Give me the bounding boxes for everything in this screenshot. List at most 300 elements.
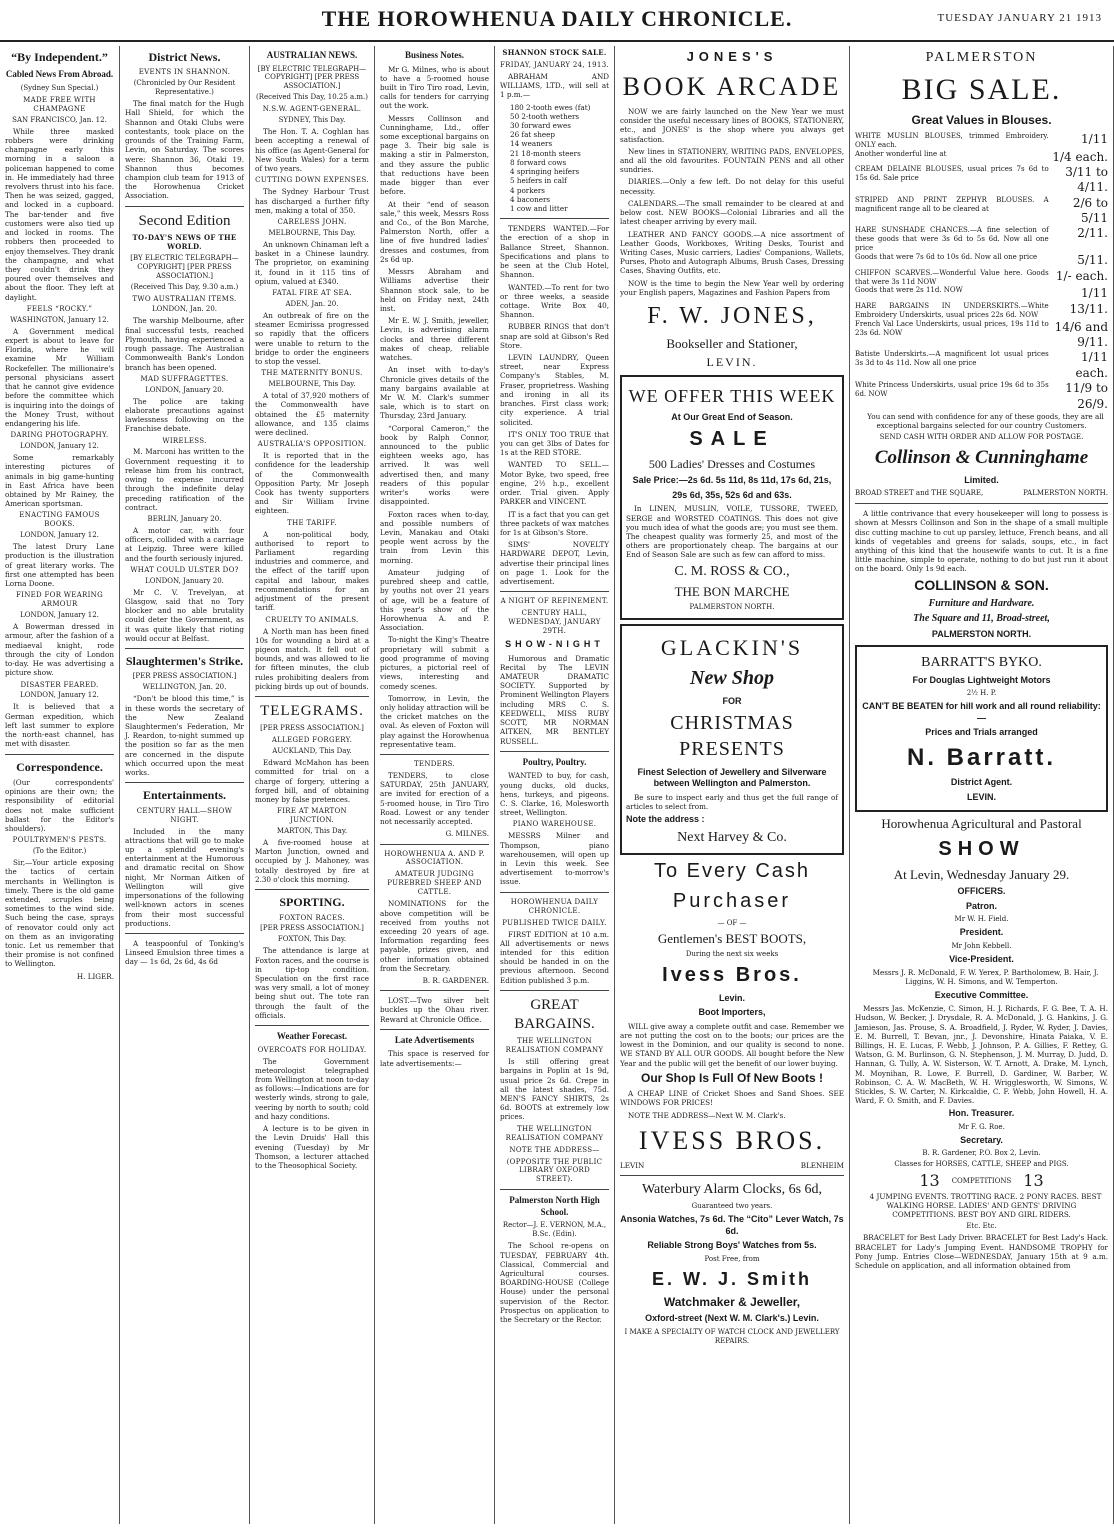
- article-body: The Sydney Harbour Trust has discharged a further fifty men, making a total of 350.: [255, 187, 369, 215]
- divider: [125, 206, 244, 207]
- officer-title: Vice-President.: [949, 953, 1014, 964]
- price-item: French Val Lace Underskirts, usual prices, 19s 11d to 23s 6d. NOW: [855, 319, 1049, 337]
- article-body: Some remarkably interesting pictures of animals in big game-hunting in East Africa have been obtained by Mr Rainey, the American sportsman.: [5, 453, 114, 509]
- advert-town: PALMERSTON NORTH.: [931, 629, 1032, 640]
- section-heading: TELEGRAMS.: [260, 703, 364, 720]
- advert-show: [855, 816, 1108, 1270]
- divider: [125, 648, 244, 649]
- article-heading: CRUELTY TO ANIMALS.: [265, 615, 359, 624]
- advert-firm: IVESS BROS.: [638, 1125, 826, 1155]
- advert-body: FIRST EDITION at 10 a.m. All advertisements or news intended for this edition should be handed in on the previous afternoon. Second Edition published 3 p.m.: [500, 929, 609, 985]
- advert-address: Oxford-street (Next W. M. Clark's.) Levin.: [645, 1313, 819, 1324]
- price-value: 1/- each.: [1055, 268, 1108, 283]
- dateline: LONDON, January 12.: [20, 691, 99, 700]
- dateline: MELBOURNE, This Day.: [268, 228, 356, 237]
- article-heading: MADE FREE WITH CHAMPAGNE: [23, 95, 96, 113]
- article-heading: MAD SUFFRAGETTES.: [140, 374, 229, 383]
- business-note: To-night the King's Theatre proprietary will submit a good programme of moving pictures, a pictorial reel of views, interesting and comedy scenes.: [380, 635, 489, 691]
- competition-count: 13: [1023, 1171, 1044, 1191]
- price-item: HARE SUNSHADE CHANCES.—A fine selection of these goods that were 3s 6d to 5s 6d. Now all one price: [855, 226, 1049, 253]
- advert-line: Guaranteed two years.: [691, 1202, 773, 1211]
- advert-bon-marche: [620, 375, 844, 620]
- price-row: [855, 320, 1108, 351]
- advert-town: LEVIN.: [966, 791, 996, 802]
- divider: [500, 218, 609, 219]
- section-heading: Weather Forecast.: [276, 1031, 348, 1042]
- price-item: Goods that were 2s 11d. NOW: [855, 286, 963, 295]
- advert-heading: JONES'S: [686, 49, 778, 64]
- advert-trade: Boot Importers,: [698, 1007, 766, 1018]
- advert-subheading: OFFICERS.: [957, 886, 1006, 897]
- section-subheading: TO-DAY'S NEWS OF THE WORLD.: [132, 232, 237, 251]
- credit-line: [BY ELECTRIC TELEGRAPH—COPYRIGHT] [PER PRESS ASSOCIATION.]: [130, 253, 239, 280]
- advert-byko: [855, 645, 1108, 813]
- dateline: LONDON, Jan. 20.: [151, 305, 218, 314]
- advert-addresses: [855, 489, 1108, 498]
- advert-body: WANTED.—To rent for two or three weeks, a seaside cottage. Write Box 40, Shannon.: [500, 282, 609, 320]
- article-body: An unknown Chinaman left a basket in a Chinese laundry. The proprietor, on examining it, found in it 115 tins of opium, valued at £340.: [255, 239, 369, 286]
- advert-heading: Palmerston North High School.: [509, 1195, 600, 1217]
- stock-item: 30 forward ewes: [510, 121, 571, 130]
- dateline: ADEN, Jan. 20.: [285, 299, 339, 308]
- article-heading: ALLEGED FORGERY.: [271, 736, 353, 745]
- advert-body: You can send with confidence for any of these goods, they are all exceptional bargains selected for our country Customers.: [867, 411, 1104, 431]
- advert-firm: THE BON MARCHE: [674, 583, 790, 599]
- article-heading: FOXTON RACES.: [279, 913, 345, 922]
- column-district-news: [120, 46, 250, 1524]
- signature: H. LIGER.: [76, 971, 114, 981]
- price-row: [855, 381, 1108, 412]
- advert-line: Finest Selection of Jewellery and Silverware between Wellington and Palmerston.: [637, 766, 827, 789]
- advert-body: LEATHER AND FANCY GOODS.—A nice assortment of Leather Goods, Workboxes, Writing Desks, Tourist and Writing Cases, Music carriers, Ladies' Companions, Wallets, Purses, Photo and Autograph Albums, Brush Cases, Dressing Cases, Shaving Outfits, etc.: [620, 229, 844, 276]
- advert-town: LEVIN: [620, 1161, 645, 1171]
- advert-firm: C. M. ROSS & CO.,: [674, 563, 790, 579]
- price-table: [855, 132, 1108, 412]
- advert-body: NOMINATIONS for the above competition will be received from youths not exceeding 20 years of age. Information regarding fees payable, prizes given, and other information obtained from the Secretary.: [380, 899, 489, 973]
- advert-heading: GREAT BARGAINS.: [514, 996, 595, 1033]
- article-body: Mr C. V. Trevelyan, at Glasgow, said that no Tory blocker and no able brutality could deter the Government, as it was quite likely that rioting would occur at Belfast.: [125, 587, 244, 643]
- advert-heading: Waterbury Alarm Clocks, 6s 6d,: [641, 1182, 823, 1198]
- section-heading: Second Edition: [138, 212, 231, 229]
- article-body: The Hon. T. A. Coghlan has been accepting a renewal of his office (as Agent-General for New South Wales) for a term of two years.: [255, 127, 369, 174]
- article-heading: EVENTS IN SHANNON.: [138, 68, 231, 77]
- section-heading: Slaughtermen's Strike.: [125, 654, 244, 669]
- stock-item: 5 heifers in calf: [510, 176, 567, 186]
- officer-names: Messrs J. R. McDonald, F. W. Yerex, P. Bartholomew, B. Hair, J. Liggins, W. H. Simons, and W. Temperton.: [872, 968, 1099, 987]
- advert-firm: Collinson & Cunninghame: [874, 447, 1089, 469]
- advert-subheading: Great Values in Blouses.: [911, 113, 1052, 128]
- officer-title: Secretary.: [960, 1134, 1003, 1145]
- officer-title: Patron.: [965, 900, 997, 911]
- price-value: 2/6 to 5/11: [1072, 195, 1108, 225]
- business-note: Messrs Abraham and Williams advertise their Shannon stock sale, to be held on Friday next, 24th inst.: [380, 267, 489, 313]
- price-item: WHITE MUSLIN BLOUSES, trimmed Embroidery. ONLY each.: [855, 131, 1049, 149]
- advert-address-label: Note the address :: [626, 814, 705, 824]
- officer-name: Mr John Kebbell.: [951, 941, 1012, 950]
- divider: [500, 892, 609, 893]
- advert-line: Post Free, from: [704, 1254, 760, 1263]
- business-note: Messrs Collinson and Cunninghame, Ltd., offer some exceptional bargains on page 3. Their big sale is making a stir in Palmerston, and they assure the public that reductions have been made bigger than ever before.: [380, 113, 489, 197]
- dateline: SYDNEY, This Day.: [278, 116, 346, 125]
- advert-firm: E. W. J. Smith: [651, 1268, 813, 1289]
- article-body: “Don't be blood this time,” is in these words the secretary of the New Zealand Slaughtermen's Federation, Mr J. Reardon, to-night summed up the position so far as the men are concerned in the dispute which occurred upon the meat works.: [125, 694, 244, 778]
- stock-item: 180 2-tooth ewes (fat): [510, 102, 591, 112]
- divider: [380, 844, 489, 845]
- advert-body: Is still offering great bargains in Poplin at 1s 9d, usual price 2s 6d. Crepe in all the latest shades, 75d. MEN'S FANCY SHIRTS, 2s 6d. BOOTS at extremely low prices.: [500, 1057, 609, 1122]
- column-cables: [0, 46, 120, 1524]
- received-line: (Received This Day, 9.30 a.m.): [130, 282, 239, 291]
- dateline: AUCKLAND, This Day.: [272, 747, 352, 756]
- advert-smith: [620, 1181, 844, 1345]
- article-body: It is reported that in the confidence for the leadership of the Commonwealth Opposition Party, Mr Joseph Cook has twenty supporters and Sir William Irvine eighteen.: [255, 451, 369, 516]
- credit-line: [BY ELECTRIC TELEGRAPH—COPYRIGHT] [PER PRESS ASSOCIATION.]: [257, 64, 367, 91]
- advert-heading: Horowhenua Agricultural and Pastoral: [881, 816, 1082, 832]
- stock-item: 8 forward cows: [510, 157, 567, 167]
- advert-heading: TENDERS.: [413, 760, 456, 769]
- column-australian-news: [250, 46, 375, 1524]
- advert-town: PALMERSTON NORTH.: [689, 603, 775, 612]
- section-heading: SPORTING.: [279, 895, 345, 910]
- section-heading: Business Notes.: [404, 50, 464, 60]
- advert-subheading: — OF —: [717, 918, 747, 927]
- advert-body: A CHEAP LINE of Cricket Shoes and Sand Shoes. SEE WINDOWS FOR PRICES!: [620, 1089, 844, 1108]
- article-body: Included in the many attractions that will go to make up a splendid evening's entertainment at the Humorous and dramatic recital on Show night, Mr Norman Aitken of Wellington will give impersonations of the following well-known actors in scenes from their most successful productions.: [125, 826, 244, 928]
- advert-heading: Our Shop Is Full Of New Boots !: [641, 1070, 823, 1085]
- advert-body: BRACELET for Best Lady Driver. BRACELET for Best Lady's Hack. BRACELET for Lady's Jumping Event. HANDSOME TROPHY for Pony Jump. Entries Close—WEDNESDAY, January 15th at 9 a.m. Schedule on application, and all information obtained from: [855, 1233, 1108, 1271]
- advert-note: NOTE THE ADDRESS—: [509, 1145, 600, 1154]
- article-body: While three masked robbers were drinking champagne early this morning in a saloon a policeman happened to come in. He immediately had three revolvers thrust into his face. Then he was seized, gagged, and locked in a cupboard. The bar-tender and five customers were also tied up and locked in rooms. The robbers then proceeded to enjoy themselves. They drank the champagne, and what they couldn't drink they poured over themselves and about the floor. They left at daylight.: [5, 126, 114, 302]
- advert-trade: Watchmaker & Jeweller,: [663, 1294, 801, 1309]
- advert-address: (OPPOSITE THE PUBLIC LIBRARY OXFORD STREET).: [506, 1157, 603, 1184]
- advert-date: FRIDAY, JANUARY 24, 1913.: [500, 60, 609, 69]
- advert-towns: [620, 1161, 844, 1170]
- advert-line: Reliable Strong Boys' Watches from 5s.: [647, 1240, 817, 1251]
- advert-line: Gentlemen's BEST BOOTS,: [657, 930, 807, 946]
- divider: [255, 1025, 369, 1026]
- stock-item: 21 18-month steers: [510, 148, 581, 158]
- article-heading: POULTRYMEN'S PESTS.: [12, 836, 107, 845]
- section-heading: “By Independent.”: [11, 50, 108, 64]
- advert-body: RUBBER RINGS that don't snap are sold at Gibson's Red Store.: [500, 322, 609, 350]
- advert-prices: Sale Price:—2s 6d. 5s 11d, 8s 11d, 17s 6d, 21s,: [632, 475, 832, 486]
- advert-body: A little contrivance that every housekeeper will long to possess is shown at Messrs Collinson and Son in the shape of a small multiple disc cutting machine to cut up parsley, lettuce, French beans, and all kinds of vegetables and greens for salads, soups, etc., in fact anything of this kind that the housewife wants to cut. It is a fine little machine, simple to operate, nothing to do but just run it about on the board. Only 1s 9d each.: [855, 509, 1108, 574]
- advert-subheading: At Our Great End of Season.: [671, 411, 793, 422]
- editorial-note: (Our correspondents' opinions are their own; the responsibility of editorial does not make sufficient ballast for the Editor's shoulders).: [5, 777, 114, 833]
- article-body: The Government meteorologist telegraphed from Wellington at noon to-day as follows:—Indications are for westerly winds, strong to gale, veering by north to south; cold and hazy conditions.: [255, 1056, 369, 1121]
- advert-subheading: Limited.: [964, 474, 999, 485]
- credit-line: [PER PRESS ASSOCIATION.]: [260, 724, 364, 733]
- advert-body: Humorous and Dramatic Recital by The LEVIN AMATEUR DRAMATIC SOCIETY. Supported by Prominent Wellington Players including MRS C. S. KEEDWELL, MISS RUBY SCOTT, MR NORMAN AITKEN, MR BENTLEY RUSSELL.: [500, 653, 609, 746]
- price-row: [855, 196, 1108, 227]
- advert-town: LEVIN.: [706, 355, 758, 370]
- advert-heading: WE OFFER THIS WEEK: [628, 385, 836, 406]
- price-value: 3/11 to 4/11.: [1065, 164, 1108, 195]
- divider: [5, 754, 114, 755]
- advert-heading: GLACKIN'S: [660, 635, 804, 661]
- officer-name: B. R. Gardener, P.O. Box 2, Levin.: [922, 1149, 1041, 1158]
- newspaper-title: THE HOROWHENUA DAILY CHRONICLE.: [321, 6, 793, 31]
- advert-heading: Purchaser: [672, 890, 792, 913]
- advert-line: I MAKE A SPECIALTY OF WATCH CLOCK AND JEWELLERY REPAIRS.: [624, 1327, 840, 1345]
- divider: [620, 1175, 844, 1176]
- column-right-ads: [850, 46, 1114, 1524]
- column-display-ads: [615, 46, 850, 1524]
- dateline: WASHINGTON, January 12.: [10, 315, 109, 324]
- late-ads-note: This space is reserved for late advertisements:—: [380, 1049, 489, 1068]
- advert-subheading: THE WELLINGTON REALISATION COMPANY: [505, 1037, 604, 1055]
- article-body: An outbreak of fire on the steamer Ecmirissa progressed so rapidly that the officers were unable to return to the bridge to order the engineers to stop the vessel.: [255, 310, 369, 366]
- sale-title: SALE: [689, 428, 775, 451]
- article-heading: CUTTING DOWN EXPENSES.: [255, 176, 369, 185]
- advert-line: 2½ H. P.: [966, 689, 997, 698]
- officer-name: Mr F. G. Roe.: [958, 1122, 1005, 1131]
- business-note: Foxton races when to-day, and possible numbers of Levin, Manakau and Otaki people went across by the train from Levin this morning.: [380, 509, 489, 565]
- article-body: A non-political body, authorised to report to Parliament regarding industries and commerce, and the effect of the tariff upon capital and labour, makes recommendations for an adjustment of the present tariff.: [255, 529, 369, 613]
- competitions-row: [855, 1171, 1108, 1191]
- article-heading: TWO AUSTRALIAN ITEMS.: [132, 294, 237, 303]
- advert-subheading: AMATEUR JUDGING PUREBRED SHEEP AND CATTLE.: [387, 870, 482, 897]
- price-value: 1/4 each.: [1052, 149, 1108, 164]
- divider: [255, 696, 369, 697]
- advert-snippet: A teaspoonful of Tonking's Linseed Emulsion three times a day — 1s 6d, 2s 6d, 4s 6d: [125, 938, 244, 967]
- article-body: Edward McMahon has been committed for trial on a charge of forgery, uttering a forged bill, and of obtaining money by false pretences.: [255, 758, 369, 804]
- price-item: Batiste Underskirts.—A magnificent lot usual prices 3s 3d to 4s 11d. Now all one price: [855, 350, 1049, 368]
- advert-heading: New Shop: [690, 667, 774, 690]
- section-heading: Correspondence.: [16, 759, 103, 774]
- dateline: LONDON, January 12.: [20, 611, 99, 620]
- advert-heading: BARRATT'S BYKO.: [921, 654, 1042, 670]
- dateline: SAN FRANCISCO, Jan. 12.: [12, 115, 107, 124]
- letter-salutation: (To the Editor.): [32, 847, 87, 856]
- divider: [380, 754, 489, 755]
- article-body: The final match for the Hugh Hall Shield, for which the Shannon and Otaki Clubs were contestants, took place on the grounds of the Training Farm, Levin, on Saturday. The scores were: Shannon 36, Otaki 19. Shannon thus becomes champion club team for 1913 of the Horowhenua Cricket Association.: [125, 99, 244, 201]
- article-body: A total of 37,920 mothers of the Commonwealth have obtained the £5 maternity allowance, and 135 claims were declined.: [255, 391, 369, 437]
- article-heading: THE MATERNITY BONUS.: [261, 369, 363, 378]
- officer-names: Messrs Jas. McKenzie, C. Simon, H. J. Richards, F. G. Bee, T. A. H. Hudson, W. Becker, J. Drysdale, R. A. McDonald, J. G. Hankins, J. G. Jamieson, Jas. Prouse, S. A. Broadfield, J. Ryder, W. Ryder, J. Davies, E. M. Burrell, T. Bevan, jnr., J. Devonshire, Hinata Paiaka, V. E. Billings, H. E. Lucas, F. Webb, J. Johnson, P. A. Gillies, F. Rettey, G. Watson, G. M. Burlinson, G. N. Stephenson, J. M. Murray, D. Judd, D. Hannan, G. Tully, A. W. Sisterson, W. T. Arnott, A. Drake, M. Lynch, M. Moynihan, R. Lowe, F. Burrell, D. Gardiner, W. Barber, W. Robinson, C. A. W. MacBeth, W. H. Wrigglesworth, W. Simons, W. Stickles, S. W. Carter, N. Kirkcaldie, C. F. Webb, John Howell, H. A. Ward, F. O. Smith, and F. Davies.: [855, 1004, 1108, 1106]
- price-item: HARE BARGAINS IN UNDERSKIRTS.—White Embroidery Underskirts, usual prices 22s 6d. NOW: [855, 301, 1049, 319]
- article-heading: FATAL FIRE AT SEA.: [272, 288, 352, 297]
- advert-heading: CHRISTMAS PRESENTS: [670, 712, 794, 760]
- stock-item: 14 weaners: [510, 139, 553, 149]
- advert-heading: A NIGHT OF REFINEMENT.: [500, 597, 609, 606]
- advert-body: The School re-opens on TUESDAY, FEBRUARY 4th. Classical, Commercial and Agricultural courses. BOARDING-HOUSE (College House) under the personal supervision of the Rector. Prospectus on application to the Secretary or the Rector.: [500, 1241, 609, 1325]
- advert-subheading: PUBLISHED TWICE DAILY.: [502, 918, 607, 927]
- price-value: 1/11: [1081, 286, 1108, 301]
- price-item: CHIFFON SCARVES.—Wonderful Value here. Goods that were 3s 11d NOW: [855, 268, 1049, 286]
- advert-date: CENTURY HALL, WEDNESDAY, JANUARY 29TH.: [508, 609, 601, 636]
- stock-item: 4 baconers: [510, 194, 551, 204]
- divider: [380, 990, 489, 991]
- advert-firm: F. W. JONES,: [647, 303, 817, 330]
- section-heading: AUSTRALIAN NEWS.: [266, 50, 358, 60]
- divider: [500, 591, 609, 592]
- article-body: A Government medical expert is about to leave for Florida, where he will examine Mr William Rockefeller. The millionaire's personal physicians assert that he cannot give evidence before the committee which is inquiring into the doings of the Money Trust, without endangering his life.: [5, 326, 114, 428]
- article-body: Sir,—Your article exposing the tactics of certain merchants in Wellington is timely. There is the old game extended, scruples being sometimes to the wind side. Such being the case, sprays of renovator could only act on them as an invigorating tonic. Let us remember that their promise is not confined to Wellington.: [5, 858, 114, 969]
- divider: [500, 990, 609, 991]
- article-body: The attendance is large at Foxton races, and the course is in tip-top condition. Speculation on the first race was very small, a lot of money being shut out. The tote ran through the fault of the officials.: [255, 946, 369, 1020]
- price-row: [855, 150, 1108, 165]
- price-value: 1/11 each.: [1075, 350, 1108, 380]
- price-row: [855, 269, 1108, 287]
- advert-trade: District Agent.: [950, 777, 1013, 788]
- advert-firm: COLLINSON & SON.: [914, 576, 1049, 593]
- article-heading: WIRELESS.: [162, 436, 207, 445]
- price-value: 13/11.: [1069, 301, 1108, 316]
- article-body: A Bowerman dressed in armour, after the fashion of a mediaeval knight, rode through the city of London to-day. He was advertising a picture show.: [5, 622, 114, 678]
- advert-ivess: [620, 859, 844, 1170]
- article-heading: AUSTRALIA'S OPPOSITION.: [257, 440, 367, 449]
- price-value: 2/11.: [1077, 226, 1108, 241]
- article-heading: DISASTER FEARED.: [20, 680, 99, 689]
- dateline: BERLIN, January 20.: [147, 515, 222, 524]
- advert-body: WILL give away a complete outfit and case. Remember we are not putting the cost on to the boots; our prices are the lowest in the Dominion, and our quality is second to none. WE STAND BY ALL OUR GOODS. All bought before the New Year and the public will get the benefit of our lower buying.: [620, 1021, 844, 1068]
- article-body: A lecture is to be given in the Levin Druids' Hall this evening (Tuesday) by Mr Thomson, a lecturer attached to the Theosophical Society.: [255, 1124, 369, 1170]
- article-body: A motor car, with four officers, collided with a carriage at Leipzig. Three were killed and the fourth seriously injured.: [125, 525, 244, 563]
- article-body: The police are taking elaborate precautions against lawlessness following on the Franchise debate.: [125, 396, 244, 434]
- article-heading: THE TARIFF.: [287, 518, 337, 527]
- advert-line: Ansonia Watches, 7s 6d. The “Cito” Lever Watch, 7s 6d.: [620, 1214, 844, 1236]
- divider: [125, 782, 244, 783]
- price-value: 5/11.: [1077, 253, 1108, 268]
- article-heading: ENACTING FAMOUS BOOKS.: [19, 511, 100, 529]
- stock-item: 1 cow and litter: [510, 203, 568, 213]
- divider: [500, 1189, 609, 1190]
- price-item: Goods that were 7s 6d to 10s 6d. Now all one price: [855, 253, 1038, 262]
- credit-line: (Sydney Sun Special.): [20, 83, 99, 92]
- advert-subheading: THE WELLINGTON REALISATION COMPANY: [505, 1124, 604, 1142]
- stock-item: 4 springing heifers: [510, 167, 580, 177]
- divider: [255, 889, 369, 890]
- advert-trade: Bookseller and Stationer,: [666, 335, 798, 351]
- article-heading: FINED FOR WEARING ARMOUR: [16, 591, 103, 609]
- business-note: Amateur judging of purebred sheep and cattle, by youths not over 21 years of age, will be a feature of this year's show of the Horowhenua A. and P. Association.: [380, 567, 489, 633]
- officer-name: Mr W. H. Field.: [954, 915, 1009, 924]
- advert-note: SEND CASH WITH ORDER AND ALLOW FOR POSTAGE.: [879, 433, 1084, 442]
- business-note: “Corporal Cameron,” the book by Ralph Connor, announced to the public eighteen weeks ago, has arrived. It was well advertised then, and many readers of this popular writer's works were disappointed.: [380, 423, 489, 507]
- dateline: MELBOURNE, This Day.: [268, 380, 356, 389]
- advert-heading: PALMERSTON: [925, 50, 1038, 65]
- advert-body: IT is a fact that you can get three packets of wax matches for 1s at Gibson's Store.: [500, 509, 609, 537]
- advert-line: Prices and Trials arranged: [925, 727, 1038, 738]
- advert-town: Levin.: [718, 992, 745, 1003]
- price-value: 1/11: [1081, 131, 1108, 146]
- divider: [855, 503, 1108, 504]
- advert-line: At Levin, Wednesday January 29.: [893, 866, 1070, 882]
- column-classified: [495, 46, 615, 1524]
- article-heading: DARING PHOTOGRAPHY.: [10, 431, 109, 440]
- advert-body: NOW is the time to begin the New Year well by ordering your English papers, Magazines and Fashion Papers from: [620, 278, 844, 297]
- advert-prices: 29s 6d, 35s, 52s 6d and 63s.: [672, 489, 792, 500]
- divider: [125, 933, 244, 934]
- credit-line: (Chronicled by Our Resident Representative.): [133, 79, 236, 97]
- lost-notice: LOST.—Two silver belt buckles up the Ohau river. Reward at Chronicle Office.: [380, 996, 489, 1024]
- advert-heading: BIG SALE.: [901, 72, 1062, 106]
- advert-subheading: For Douglas Lightweight Motors: [912, 674, 1051, 685]
- dateline: LONDON, January 12.: [20, 442, 99, 451]
- advert-body: WANTED to buy, for cash, young ducks, old ducks, hens, turkeys, and pigeons. C. S. Clarke, 16, Molesworth street, Wellington.: [500, 771, 609, 818]
- article-heading: OVERCOATS FOR HOLIDAY.: [257, 1045, 367, 1054]
- advert-body: 4 JUMPING EVENTS. TROTTING RACE. 2 PONY RACES. BEST WALKING HORSE. LADIES' AND GENTS' DRIVING COMPETITIONS. BEST BOY AND GIRL RIDERS.: [869, 1191, 1102, 1220]
- masthead: [0, 0, 1114, 42]
- business-note: Tomorrow, in Levin, the only holiday attraction will be the cricket matches on the oval. As eleven of Foxton will play against the Horowhenua representative team.: [380, 693, 489, 749]
- price-row: [855, 132, 1108, 150]
- advert-firm: Ivess Bros.: [662, 964, 802, 987]
- advert-body: MESSRS Milner and Thompson, piano warehousemen, will open up in Levin this week. See advertisement to-morrow's issue.: [500, 831, 609, 887]
- article-body: M. Marconi has written to the Government requesting it to release him from his contract, owing to expense incurred through the indefinite delay preceding ratification of the contract.: [125, 447, 244, 512]
- advert-subheading: Rector—J. E. VERNON, M.A., B.Sc. (Edin).: [502, 1221, 607, 1239]
- advert-heading: SHOW: [938, 837, 1025, 860]
- advert-town: PALMERSTON NORTH.: [1023, 489, 1108, 498]
- advert-subheading: FOR: [722, 695, 742, 706]
- signature: B. R. GARDENER.: [422, 976, 489, 986]
- advert-line: During the next six weeks: [685, 950, 779, 959]
- article-body: The warship Melbourne, after final successful tests, reached Plymouth, having experienced a rough passage. The Australian Commonwealth Bank's London branch has been opened.: [125, 316, 244, 372]
- advert-trade: Furniture and Hardware.: [928, 597, 1035, 609]
- article-heading: CARELESS JOHN.: [277, 217, 347, 226]
- price-item: CREAM DELAINE BLOUSES, usual prices 7s 6d to 15s 6d. Sale price: [855, 164, 1049, 182]
- advert-body: NOW we are fairly launched on the New Year we must consider the useful necessary lines of BOOKS, STATIONERY, etc., and JONES' is the shop where you always get satisfaction.: [620, 106, 844, 144]
- article-body: It is believed that a German expedition, which left last summer to explore the north-east channel, has met with disaster.: [5, 702, 114, 749]
- show-night-title: SHOW-NIGHT: [505, 639, 604, 650]
- advert-heading: To Every Cash: [653, 860, 811, 883]
- price-item: Another wonderful line at: [855, 149, 947, 158]
- advert-body: TENDERS WANTED.—For the erection of a shop in Ballance Street, Shannon. Specifications and plans to be seen at the Club Hotel, Shannon.: [500, 224, 609, 280]
- section-heading: Late Advertisements: [394, 1034, 475, 1045]
- advert-heading: HOROWHENUA DAILY CHRONICLE.: [510, 897, 599, 915]
- officer-title: Hon. Treasurer.: [948, 1108, 1015, 1119]
- advert-body: DIARIES.—Only a few left. Do not delay for this useful necessity.: [620, 177, 844, 196]
- stock-list: [500, 103, 609, 214]
- advert-town: BLENHEIM: [800, 1161, 844, 1171]
- dateline: LONDON, January 20.: [145, 576, 224, 585]
- advert-body: In LINEN, MUSLIN, VOILE, TUSSORE, TWEED, SERGE and WORSTED COATINGS. This does not give you much idea of what the goods are; you must see them. The cheapest quality was formerly 25, and most of the others are proportionately cheap. The bargains at our End of Season Sale are such as few can afford to miss.: [626, 504, 838, 560]
- credit-line: [PER PRESS ASSOCIATION.]: [132, 672, 237, 681]
- divider: [380, 1029, 489, 1030]
- price-row: [855, 226, 1108, 253]
- advert-line: Etc. Etc.: [966, 1222, 997, 1231]
- credit-line: [PER PRESS ASSOCIATION.]: [260, 924, 364, 933]
- advert-heading: SHANNON STOCK SALE.: [502, 48, 607, 57]
- advert-glackins: [620, 624, 844, 855]
- business-note: Mr G. Milnes, who is about to have a 5-roomed house built in Tiro Tiro road, Levin, calls for tenders for carrying out the work.: [380, 64, 489, 111]
- article-heading: CENTURY HALL—SHOW NIGHT.: [136, 806, 233, 824]
- received-line: (Received This Day, 10.25 a.m.): [256, 93, 368, 102]
- advert-firm: N. Barratt.: [906, 743, 1057, 771]
- price-row: [855, 253, 1108, 268]
- price-item: White Princess Underskirts, usual price 19s 6d to 35s 6d. NOW: [855, 381, 1049, 399]
- advert-body: TENDERS, to close SATURDAY, 25th JANUARY, are invited for erection of a 5-roomed house, in Tiro Tiro Road. Lowest or any tender not necessarily accepted.: [380, 771, 489, 827]
- dateline: LONDON, January 20.: [145, 385, 224, 394]
- advert-body: IT'S ONLY TOO TRUE that you can get 3lbs of Dates for 1s at the RED STORE.: [500, 429, 609, 458]
- article-body: A five-roomed house at Marton Junction, owned and occupied by J. Mahoney, was totally destroyed by fire at 2.30 o'clock this morning.: [255, 838, 369, 884]
- section-subheading: Cabled News From Abroad.: [5, 69, 114, 80]
- article-body: The latest Drury Lane production is the illustration of great literary works. The first one attempted has been Lorna Doone.: [5, 542, 114, 589]
- advert-body: CALENDARS.—The small remainder to be cleared at and below cost. NEW BOOKS—Colonial Libraries and all the latest cheaper arriving by every mail.: [620, 198, 844, 227]
- price-row: [855, 350, 1108, 381]
- officer-title: Executive Committee.: [934, 989, 1029, 1000]
- article-heading: FIRE AT MARTON JUNCTION.: [277, 807, 347, 825]
- advert-body: WANTED TO SELL.—Motor Byke, two speed, free engine, 2½ h.p., excellent order. Trial given. Apply PARKER and VINCENT.: [500, 460, 609, 507]
- price-value: 14/6 and 9/11.: [1054, 319, 1108, 350]
- advert-body: NOTE THE ADDRESS—Next W. M. Clark's.: [628, 1110, 786, 1120]
- price-row: [855, 165, 1108, 196]
- officer-title: President.: [959, 927, 1004, 938]
- business-note: An inset with to-day's Chronicle gives details of the many bargains available at Mr W. M. Clark's summer sale, which is to start on Thursday, 23rd January.: [380, 365, 489, 421]
- article-heading: FEELS “ROCKY.”: [26, 304, 93, 313]
- price-row: [855, 286, 1108, 301]
- advert-heading: HOROWHENUA A. AND P. ASSOCIATION.: [384, 849, 485, 867]
- dateline: MARTON, This Day.: [276, 827, 348, 836]
